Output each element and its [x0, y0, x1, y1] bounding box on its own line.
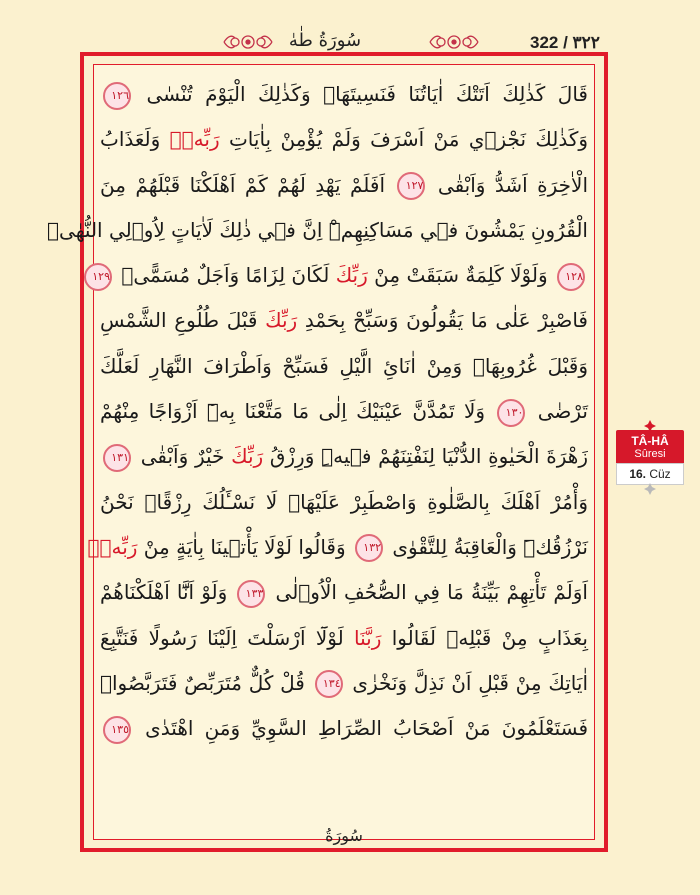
divine-name-text: رَبِّه۪ۜ — [169, 127, 220, 152]
ayah-number-marker: ١٣٣ — [237, 580, 265, 608]
text-line — [100, 72, 588, 117]
text-line — [100, 706, 588, 751]
cuz-word: Cüz — [649, 467, 671, 481]
cuz-label — [616, 463, 684, 485]
verse-text: قَالَ كَذٰلِكَ اَتَتْكَ اٰيَاتُنَا فَنَسِيتَهَاۚ وَكَذٰلِكَ الْيَوْمَ تُنْسٰى — [134, 82, 588, 106]
verse-text: فَاصْبِرْ عَلٰى مَا يَقُولُونَ وَسَبِّحْ بِحَمْدِ — [297, 308, 588, 333]
divine-name-text: رَبِّكَ — [335, 263, 368, 288]
verse-text: وَأْمُرْ اَهْلَكَ بِالصَّلٰوةِ وَاصْطَبِرْ عَلَيْهَاۜ لَا نَسْـَٔلُكَ رِزْقًاۜ نَحْنُ — [100, 489, 588, 514]
quran-text — [47, 72, 588, 751]
surah-tab-title — [616, 430, 684, 463]
verse-text: وَلَا تَمُدَّنَّ عَيْنَيْكَ اِلٰى مَا مَتَّعْنَا بِه۪ٓ اَزْوَاجًا مِنْهُمْ — [100, 399, 495, 424]
text-line — [100, 616, 588, 661]
verse-text: وَقَالُوا لَوْلَا يَأْت۪ينَا بِاٰيَةٍ مِنْ — [137, 534, 353, 559]
text-line — [47, 208, 588, 253]
verse-text: فَسَتَعْلَمُونَ مَنْ اَصْحَابُ الصِّرَاطِ السَّوِيِّ وَمَنِ اهْتَدٰى — [134, 716, 588, 741]
verse-text: اَوَلَمْ تَأْتِهِمْ بَيِّنَةُ مَا فِي الصُّحُفِ الْاُو۫لٰى — [268, 580, 588, 605]
verse-text: اَفَلَمْ يَهْدِ لَهُمْ كَمْ اَهْلَكْنَا قَبْلَهُمْ مِنَ — [100, 172, 395, 197]
ayah-number-marker: ١٢٦ — [103, 82, 131, 110]
flower-icon — [644, 483, 656, 495]
ayah-number-marker: ١٣٤ — [315, 670, 343, 698]
text-line — [100, 163, 588, 208]
ayah-number-marker: ١٣٥ — [103, 716, 131, 744]
divine-name-text: رَبِّكَ — [231, 444, 264, 469]
text-line — [100, 661, 588, 706]
verse-text: الْاٰخِرَةِ اَشَدُّ وَاَبْقٰى — [428, 172, 588, 197]
divine-name-text: رَبِّكَ — [265, 308, 298, 333]
text-line — [100, 480, 588, 525]
ayah-number-marker: ١٣٢ — [355, 534, 383, 562]
verse-text: لَوْلَٓا اَرْسَلْتَ اِلَيْنَا رَسُولًا فَنَتَّبِعَ — [100, 625, 355, 650]
flower-icon — [644, 420, 656, 432]
verse-text: وَلَوْ اَنَّٓا اَهْلَكْنَاهُمْ — [100, 580, 235, 605]
next-surah-word: سُورَةُ — [325, 826, 363, 845]
divine-name-text: رَبَّنَا — [354, 625, 382, 650]
text-line — [87, 525, 588, 570]
cuz-number: 16. — [629, 467, 646, 481]
verse-text: وَلَعَذَابُ — [100, 127, 170, 152]
surah-tab[interactable] — [616, 430, 684, 485]
verse-text: بِعَذَابٍ مِنْ قَبْلِه۪ لَقَالُوا — [381, 625, 588, 650]
verse-text: زَهْرَةَ الْحَيٰوةِ الدُّنْيَا لِنَفْتِنَهُمْ ف۪يهِۜ وَرِزْقُ — [263, 444, 588, 469]
verse-text: وَكَذٰلِكَ نَجْز۪ي مَنْ اَسْرَفَ وَلَمْ يُؤْمِنْ بِاٰيَاتِ — [219, 127, 588, 152]
verse-text: لَكَانَ لِزَامًا وَاَجَلٌ مُسَمًّىۜ — [114, 263, 336, 288]
verse-text: وَلَوْلَا كَلِمَةٌ سَبَقَتْ مِنْ — [367, 263, 554, 288]
verse-text: اٰيَاتِكَ مِنْ قَبْلِ اَنْ نَذِلَّ وَنَخْزٰى — [345, 670, 588, 695]
verse-text: قُلْ كُلٌّ مُتَرَبِّصٌ فَتَرَبَّصُواۚ — [100, 670, 312, 695]
verse-text: وَقَبْلَ غُرُوبِهَاۚ وَمِنْ اٰنَائِ الَّيْلِ فَسَبِّحْ وَاَطْرَافَ النَّهَارِ لَعَلَّكَ — [100, 353, 588, 378]
surah-tab-name: TÂ-HÂ — [631, 434, 669, 448]
ayah-number-marker: ١٢٨ — [557, 263, 585, 291]
ayah-number-marker: ١٣٠ — [497, 399, 525, 427]
text-line — [100, 117, 588, 162]
verse-text: قَبْلَ طُلُوعِ الشَّمْسِ — [100, 308, 266, 333]
text-line — [100, 434, 588, 479]
text-line — [100, 298, 588, 343]
page-number: 322 / ٣٢٢ — [530, 33, 600, 52]
surah-title: سُورَةُ طٰهٰ — [288, 30, 362, 51]
ayah-number-marker: ١٣١ — [103, 444, 131, 472]
text-line — [100, 570, 588, 615]
ayah-number-marker: ١٢٧ — [397, 172, 425, 200]
text-line — [100, 344, 588, 389]
text-line — [92, 253, 588, 298]
text-line — [100, 389, 588, 434]
divine-name-text: رَبِّه۪ۜ — [87, 534, 138, 559]
verse-text: تَرْضٰى — [528, 399, 588, 424]
ayah-number-marker: ١٢٩ — [84, 263, 112, 291]
surah-tab-sub: Sûresi — [634, 448, 666, 460]
verse-text: خَيْرٌ وَاَبْقٰى — [134, 444, 232, 469]
verse-text: الْقُرُونِ يَمْشُونَ ف۪ي مَسَاكِنِهِمْۜ اِنَّ ف۪ي ذٰلِكَ لَاٰيَاتٍ لِاُو۬لِي النُّهٰىۛ — [47, 217, 588, 242]
verse-text: نَرْزُقُكَۜ وَالْعَاقِبَةُ لِلتَّقْوٰى — [386, 534, 588, 559]
